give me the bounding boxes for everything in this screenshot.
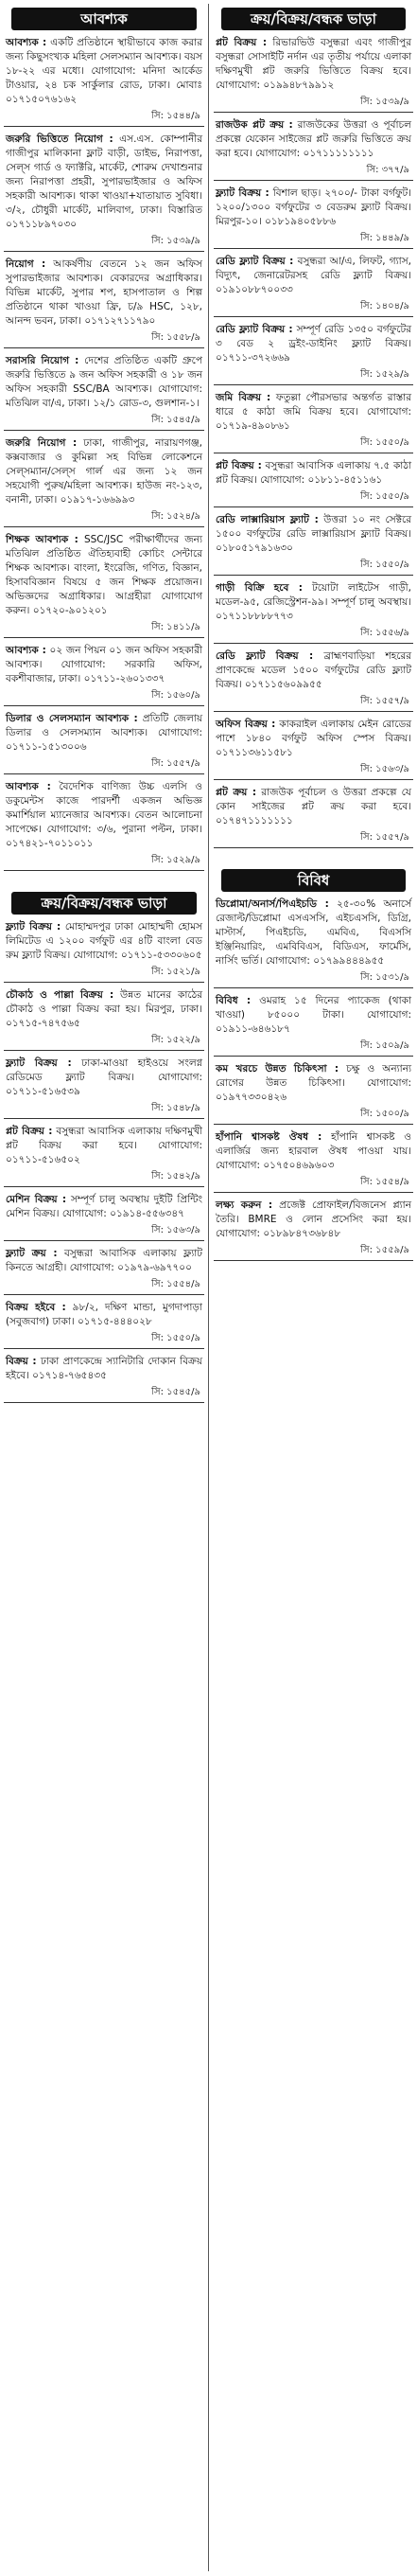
ad-reference-code: সি: ১৫২২/৯ <box>151 1035 200 1045</box>
classified-ad <box>214 897 413 988</box>
classified-ad <box>4 780 204 871</box>
classified-ad <box>4 436 204 527</box>
ad-heading: আবশ্যক : <box>6 781 51 792</box>
ad-reference-code: সি: ১৫৫৪/৯ <box>151 1279 200 1289</box>
ad-reference-code: সি: ১৫৪৫/৯ <box>151 1387 200 1397</box>
ad-body: ফতুল্লা পৌরসভার অন্তর্গত রাস্তার ধারে ৫ কাঠা জমি বিক্রয় হবে। যোগাযোগ: ০১৭১৯-৪৯০৮৬১ <box>216 392 411 432</box>
ad-separator <box>214 384 413 385</box>
ad-separator <box>214 643 413 644</box>
ad-body: একটি প্রতিষ্ঠানে স্থায়ীভাবে কাজ করার জন্য কিছুসংখ্যক মহিলা সেলসম্যান আবশ্যক। বয়স ১৮-২২ এর মধ্যে। যোগাযোগ: মনিদা আর্কেড টাওয়ার, ২৪ চক সার্কুলার রোড, ঢাকা। মোবাঃ ০১৭১৫০৭৬১৬২ <box>6 37 202 105</box>
ad-text <box>214 1062 413 1105</box>
ad-text <box>4 780 204 851</box>
ad-separator <box>214 987 413 988</box>
ad-separator <box>4 526 204 527</box>
ad-body: রাজউকের উত্তরা ও পূর্বাচল প্রকল্পে যেকোন সাইজের প্লট জরুরি ভিত্তিতে ক্রয় করা হবে। যোগাযোগ: ০১৭১১১১১১১১ <box>216 119 411 159</box>
ads-list-buy-sell-left <box>4 920 204 1403</box>
ad-separator <box>4 430 204 431</box>
ad-text <box>214 118 413 161</box>
ad-reference-code: সি: ১৫২৪/৯ <box>151 511 200 522</box>
ad-heading: ফ্ল্যাট বিক্রয় : <box>6 921 61 933</box>
classified-ad <box>4 644 204 706</box>
ad-heading: ফ্ল্যাট বিক্রয় : <box>6 1057 72 1069</box>
ad-heading: বিক্রয় : <box>6 1356 37 1367</box>
ad-text <box>4 988 204 1031</box>
ad-body: হাঁপানি শ্বাসকষ্ট ও এলার্জির জন্য হারবাল ঔষধ পাওয়া যায়। যোগাযোগ: ০১৭৫০৪৬৯৬০৩ <box>216 1131 411 1171</box>
ad-text <box>214 994 413 1037</box>
ad-separator <box>4 126 204 127</box>
classified-ad <box>4 1247 204 1295</box>
classified-ad <box>4 36 204 127</box>
ad-heading: প্লট বিক্রয় : <box>216 37 268 48</box>
ad-heading: মেশিন বিক্রয় : <box>6 1194 67 1205</box>
classified-ad <box>214 1130 413 1193</box>
ad-reference-code: সি: ১৫০০/৯ <box>360 1109 409 1119</box>
ad-text <box>4 920 204 963</box>
ad-body: মোহাম্মদপুর ঢাকা মোহাম্মদী হোমস লিমিটেড এ ১২০০ বর্গফুট এর ৪টি বাংলা বেড রুম ফ্ল্যাট বিক্রয়। যোগাযোগ: ০১৭১১-৫৩৩০৬০৫ <box>6 921 202 961</box>
ad-body: বৈদেশিক বাণিজ্য উচ্চ এলসি ও ডকুমেন্টস কাজে পারদর্শী একজন অভিজ্ঞ কমার্শিয়াল ম্যানেজার আবশ্যক। বেতন আলোচনা সাপেক্ষে। যোগাযোগ: ৩/৬, পুরানা পল্টন, ঢাকা। ০১৭৪২১-৭০১১০১১ <box>6 781 202 849</box>
ad-separator <box>214 248 413 249</box>
section-header-wanted: আবশ্যক <box>11 8 197 30</box>
ad-reference-code: সি: ১৪৪৯/৯ <box>360 233 409 243</box>
ad-separator <box>4 705 204 706</box>
classified-ad <box>4 133 204 252</box>
classified-ad <box>214 118 413 181</box>
ad-reference-code: সি: ১৫৫০/৯ <box>360 560 409 570</box>
ad-text <box>4 1247 204 1275</box>
ad-reference-code: সি: ১৫০৯/৯ <box>360 1040 409 1051</box>
ad-body: বসুন্ধরা আবাসিক এলাকায় ৭.৫ কাঠা প্লট বিক্রয়। যোগাযোগ: ০১৮১১-৪৫১১৬১ <box>216 460 411 486</box>
ad-separator <box>214 1124 413 1125</box>
ad-separator <box>4 1050 204 1051</box>
ad-text <box>214 649 413 692</box>
ad-text <box>4 354 204 411</box>
ad-heading: আবশ্যক : <box>6 37 47 48</box>
ad-text <box>214 786 413 828</box>
ad-body: বিশাল ছাড়। ২৭০০/- টাকা বর্গফুট। ১২০০/১৩০০ বর্গফুটের ৩ বেডরুম ফ্ল্যাট বিক্রয়। মিরপুর-১০। ০১৮১৯৪০৫৮৮৬ <box>216 187 412 227</box>
ad-reference-code: সি: ১৫৫৪/৯ <box>360 1177 409 1187</box>
ad-text <box>214 255 413 297</box>
ad-text <box>214 36 413 93</box>
ad-body: বসুন্ধরা আবাসিক এলাকায় ফ্ল্যাট কিনতে আগ্রহী। যোগাযোগ: ০১৯৭৯-৬৯৭৭০০ <box>6 1248 203 1273</box>
classified-ad <box>214 649 413 712</box>
ad-reference-code: সি: ১৫৫৮/৯ <box>151 332 200 343</box>
ad-reference-code: সি: ১৫৬৩/৯ <box>151 1225 200 1235</box>
ad-body: দেশের প্রতিষ্ঠিত একটি গ্রুপে জরুরি ভিত্তিতে ৯ জন অফিস সহকারী ও ১৮ জন অফিস সহকারী SSC/BA আবশ্যক। যোগাযোগ: মতিঝিল বা/এ, ঢাকা। ১২/১ রোড-৩, গুলশান-১। <box>6 355 202 409</box>
ad-reference-code: সি: ১৫৪২/৯ <box>151 1171 200 1181</box>
ad-text <box>214 391 413 434</box>
ad-separator <box>214 1056 413 1057</box>
classified-ad <box>214 255 413 317</box>
ad-separator <box>4 982 204 983</box>
ad-heading: রেডি ফ্ল্যাট বিক্রয় : <box>216 324 293 335</box>
ad-reference-code: সি: ১৫৫৭/৯ <box>151 758 200 769</box>
ad-text <box>4 1057 204 1099</box>
classified-ad <box>4 988 204 1051</box>
ad-body: বসুন্ধরা আ/এ, লিফট, গ্যাস, বিদ্যুৎ, জেনারেটরসহ রেডি ফ্ল্যাট বিক্রয়। ০১৯১০৮৮৭০০৩৩ <box>216 256 411 295</box>
ad-heading: রেডি লাক্সারিয়াস ফ্ল্যাট : <box>216 514 319 525</box>
column-divider <box>208 4 209 2571</box>
ad-body: রিভারভিউ বসুন্ধরা এবং গাজীপুর বসুন্ধরা সোসাইটি নর্দান এর তৃতীয় পর্যায়ে এলাকা দক্ষিণমুখী প্লট জরুরি ভিত্তিতে বিক্রয় হবে। যোগাযোগ: ০১৯৯৪৮৭৯৯১২ <box>216 37 411 91</box>
ad-heading: ডিলার ও সেলসম্যান আবশ্যক : <box>6 713 138 724</box>
classified-ad <box>4 1125 204 1187</box>
ad-separator <box>214 316 413 317</box>
ad-heading: ফ্ল্যাট ক্রয় : <box>6 1248 58 1259</box>
ad-separator <box>4 1118 204 1119</box>
ad-body: সম্পূর্ণ রেডি ১৩৫০ বর্গফুটের ৩ বেড ২ ড্রইং-ডাইনিং ফ্ল্যাট বিক্রয়। ০১৭১১-৩৭২৬৬৯ <box>216 324 411 364</box>
classified-ad <box>214 581 413 644</box>
ad-separator <box>4 1240 204 1241</box>
classified-ad <box>214 187 413 249</box>
left-column <box>4 6 204 1409</box>
classified-ad <box>4 1301 204 1349</box>
ad-reference-code: সি: ১৫৬০/৯ <box>151 690 200 701</box>
ad-text <box>4 644 204 686</box>
ad-heading: লক্ষ্য করুন : <box>216 1199 273 1211</box>
ad-separator <box>214 779 413 780</box>
section-header-buy-sell: ক্রয়/বিক্রয়/বন্ধক ভাড়া <box>11 892 197 915</box>
ad-body: ২৫-৩০% অনার্সে রেজাল্ট/ডিপ্লোমা এসএসসি, এইচএসসি, ডিগ্রি, মাস্টার্স, পিএইচডি, এমবিএ, বিএসসি ইঞ্জিনিয়ারিং, এমবিবিএস, বিডিএস, ফার্মেসি, নার্সিং ভর্তি। যোগাযোগ: ০১৭৯৯৪৪৪৯৫৫ <box>216 898 412 967</box>
classified-ad <box>214 786 413 848</box>
ad-heading: ডিপ্লোমা/অনার্স/পিএইচডি : <box>216 898 329 910</box>
ad-body: প্রতিটি জেলায় ডিলার ও সেলসম্যান আবশ্যক। যোগাযোগ: ০১৭১১-১৫১৩০০৬ <box>6 713 203 753</box>
ad-separator <box>214 847 413 848</box>
ad-text <box>214 1199 413 1241</box>
ad-heading: রাজউক প্লট ক্রয় : <box>216 119 293 131</box>
classified-ad <box>214 459 413 507</box>
ad-reference-code: সি: ১৫৬৩/৯ <box>360 764 409 774</box>
ad-text <box>214 581 413 624</box>
ad-text <box>4 436 204 507</box>
ad-reference-code: সি: ১৫৫০/৯ <box>151 1333 200 1343</box>
ad-heading: রেডি ফ্ল্যাট বিক্রয় : <box>216 256 294 267</box>
ad-heading: বিক্রয় হইবে : <box>6 1302 66 1313</box>
ad-body: টয়োটা লাইটেস গাড়ী, মডেল-৯৫, রেজিস্ট্রেশন-৯৯। সম্পূর্ণ চালু অবস্থায়। ০১৭১১৮৮৮৮৭৭৩ <box>216 582 411 622</box>
ad-reference-code: সি: ১৫৩৯/৯ <box>151 236 200 246</box>
ad-heading: রেডি ফ্ল্যাট বিক্রয় : <box>216 650 314 662</box>
ad-separator <box>4 1294 204 1295</box>
ad-text <box>4 258 204 329</box>
ad-body: ওমরাহ ১৫ দিনের প্যাকেজ (থাকা খাওয়া) ৮৫০০০ টাকা। যোগাযোগ: ০১৯১১-৬৪৬১৮৭ <box>216 995 412 1035</box>
ad-body: SSC/JSC পরীক্ষার্থীদের জন্য মতিঝিল প্রতিষ্ঠিত ঐতিহ্যবাহী কোচিং সেন্টারে শিক্ষক আবশ্যক। বাংলা, ইংরেজি, গণিত, বিজ্ঞান, হিসাববিজ্ঞান বিষয়ে ৫ জন শিক্ষক প্রয়োজন। অভিজ্ঞদের অগ্রাধিকার। আগ্রহীরা যোগাযোগ করুন। ০১৭২০-৯০১২০১ <box>6 534 202 616</box>
ads-list-miscellaneous <box>214 897 413 1261</box>
ad-heading: গাড়ী বিক্রি হবে : <box>216 582 303 594</box>
ad-reference-code: সি: ১৫৪৮/৯ <box>151 1103 200 1113</box>
ad-text <box>214 1130 413 1173</box>
ad-body: কাকরাইল এলাকায় মেইন রোডের পাশে ১৮৪০ বর্গফুট অফিস স্পেস বিক্রয়। ০১৭১১৩৬১১৫৮১ <box>216 719 411 758</box>
ad-text <box>4 133 204 232</box>
classified-ad <box>214 391 413 453</box>
ad-separator <box>4 773 204 774</box>
ad-body: উত্তরা ১০ নং সেক্টরে ১৫০০ বর্গফুটের রেডি লাক্সারিয়াস ফ্ল্যাট বিক্রয়। ০১৮০৫১৭৯১৬৩০ <box>216 514 411 554</box>
ad-text <box>214 187 413 229</box>
classified-ad <box>214 323 413 385</box>
ad-body: চক্ষু ও অন্যান্য রোগের উন্নত চিকিৎসা। যোগাযোগ: ০১৯৭৭৩৩০৪২৬ <box>216 1063 412 1103</box>
classified-ad <box>214 718 413 780</box>
classified-ad <box>4 1193 204 1241</box>
ad-separator <box>4 1186 204 1187</box>
ad-body: ০২ জন পিয়ন ০১ জন অফিস সহকারী আবশ্যক। যোগাযোগ: সরকারি অফিস, বকশীবাজার, ঢাকা। ০১৭১১-২৬০১৩৩৭ <box>6 645 202 684</box>
ad-body: এস.এস. কোম্পানীর গাজীপুর মালিকানা ফ্লাট বাড়ী, ডাইভ, নিরাপত্তা, সেল্স গার্ড ও ফ্যাক্টরি, মার্কেট, শোরুম দেখাশুনার জন্য নিরাপত্তা প্রহরী, সুপারভাইজার ও অফিস সহকারী আবশ্যক। থাকা খাওয়া+যাতায়াত সুবিধা। ৩/২, চৌধুরী মার্কেট, মালিবাগ, ঢাকা। বিস্তারিত ০১৭১১৮৯৭০৩০ <box>6 133 202 230</box>
ad-heading: অফিস বিক্রয় : <box>216 719 276 730</box>
classified-ad <box>4 712 204 774</box>
ad-body: ৯৮/২, দক্ষিণ মান্ডা, মুগদাপাড়া (সবুজবাগ) ঢাকা। ০১৭১৫-৪৪৪০২৮ <box>6 1302 202 1327</box>
ad-separator <box>4 1402 204 1403</box>
classified-ad <box>214 1199 413 1261</box>
ad-reference-code: সি: ১৫৫৭/৯ <box>360 832 409 843</box>
classified-ad <box>4 920 204 983</box>
ad-reference-code: সি: ১৫৫০/৯ <box>360 491 409 502</box>
ad-heading: চৌকাঠ ও পাল্লা বিক্রয় : <box>6 989 114 1001</box>
ad-heading: বিবিধ : <box>216 995 252 1006</box>
ad-reference-code: সি: ৩৭৭/৯ <box>366 165 409 175</box>
ad-heading: নিয়োগ : <box>6 258 46 270</box>
ad-heading: প্লট বিক্রয় : <box>6 1126 53 1137</box>
ads-list-wanted <box>4 36 204 871</box>
ad-heading: সরাসরি নিয়োগ : <box>6 355 79 366</box>
ad-heading: প্লট ক্রয় : <box>216 787 257 798</box>
ad-separator <box>214 180 413 181</box>
ad-text <box>4 1301 204 1329</box>
ad-body: উন্নত মানের কাঠের চৌকাঠ ও পাল্লা বিক্রয় করা হয়। মিরপুর, ঢাকা। ০১৭১৫-৭৪৭৫৬৫ <box>6 989 202 1029</box>
classified-ad <box>4 1057 204 1119</box>
classified-ad <box>4 258 204 348</box>
classified-ad <box>214 36 413 113</box>
ad-text <box>214 513 413 556</box>
ad-body: বসুন্ধরা আবাসিক এলাকায় দক্ষিণমুখী প্লট বিক্রয় করা হবে। যোগাযোগ: ০১৭১১-৫১৬৫০২ <box>6 1126 203 1165</box>
classified-ad <box>4 354 204 431</box>
ad-text <box>214 323 413 365</box>
ad-heading: কম খরচে উন্নত চিকিৎসা : <box>216 1063 339 1075</box>
ad-separator <box>4 1348 204 1349</box>
classified-ad <box>214 994 413 1057</box>
section-header-buy-sell-right: ক্রয়/বিক্রয়/বন্ধক ভাড়া <box>221 8 406 30</box>
ad-reference-code: সি: ১৪০৪/৯ <box>360 301 409 311</box>
ad-text <box>4 533 204 618</box>
ad-separator <box>214 1192 413 1193</box>
ad-body: ব্রাহ্মণবাড়িয়া শহরের প্রাণকেন্দ্রে মডেল ১৫০০ বর্গফুটের রেডি ফ্ল্যাট বিক্রয়। ০১৭১১৫৬০৯৯৫৫ <box>216 650 411 690</box>
ad-reference-code: সি: ১৪১১/৯ <box>151 622 200 632</box>
ad-heading: জরুরি নিয়োগ : <box>6 437 78 449</box>
ad-reference-code: সি: ১৫৫৬/৯ <box>360 628 409 638</box>
ad-reference-code: সি: ১৫৪৪/৯ <box>151 111 200 121</box>
classified-ad <box>4 533 204 638</box>
ad-body: প্রজেক্ট প্রোফাইল/বিজনেস প্ল্যান তৈরি। BMRE ও লোন প্রসেসিং করা হয়। যোগাযোগ: ০১৮৯৮৪৭৩৬৮৪৮ <box>216 1199 411 1239</box>
ad-body: সম্পূর্ণ চালু অবস্থায় দুইটি প্রিন্টিং মেশিন বিক্রয়। যোগাযোগ: ০১৯১৪-৫৫৬৩৪৭ <box>6 1194 202 1219</box>
ad-heading: ফ্ল্যাট বিক্রয় : <box>216 187 269 199</box>
ad-reference-code: সি: ১৫৩১/৯ <box>360 972 409 983</box>
ad-text <box>4 1355 204 1383</box>
classified-ad <box>214 513 413 576</box>
ad-heading: প্লট বিক্রয় : <box>216 460 262 471</box>
ad-reference-code: সি: ১৫২১/৯ <box>151 967 200 977</box>
ad-reference-code: সি: ১৫২৯/৯ <box>151 855 200 865</box>
ad-text <box>4 36 204 107</box>
ad-reference-code: সি: ১৫৫৭/৯ <box>360 696 409 706</box>
ad-heading: শিক্ষক আবশ্যক : <box>6 534 78 545</box>
right-column <box>214 6 413 1267</box>
ad-reference-code: সি: ১৫২৯/৯ <box>360 369 409 380</box>
classified-ad <box>4 1355 204 1403</box>
ads-list-buy-sell-right <box>214 36 413 848</box>
ad-text <box>214 459 413 488</box>
ad-text <box>4 1125 204 1167</box>
ad-heading: হাঁপানি শ্বাসকষ্ট ঔষধ : <box>216 1131 322 1143</box>
ad-text <box>214 897 413 968</box>
ad-text <box>4 1193 204 1221</box>
ad-text <box>4 712 204 755</box>
ad-separator <box>214 112 413 113</box>
section-header-miscellaneous: বিবিধ <box>221 869 406 892</box>
ad-body: ঢাকা প্রাণকেন্দ্রে স্যানিটারি দোকান বিক্রয় হইবে। ০১৭১৪-৭৬৫৪৩৫ <box>6 1356 202 1381</box>
ad-reference-code: সি: ১৫৫৯/৯ <box>360 1245 409 1255</box>
ad-heading: জরুরি ভিত্তিতে নিয়োগ : <box>6 133 113 145</box>
ad-body: ঢাকা-মাওয়া হাইওয়ে সংলগ্ন রেডিমেড ফ্ল্যাট বিক্রয়। যোগাযোগ: ০১৭১১-৫১৬৫৩৯ <box>6 1057 202 1097</box>
ad-text <box>214 718 413 760</box>
ad-body: রাজউক পূর্বাচল ও উত্তরা প্রকল্পে যে কোন সাইজের প্লট ক্রয় করা হবে। ০১৭৪৭১১১১১১১ <box>216 787 411 826</box>
ad-body: আকর্ষণীয় বেতনে ১২ জন অফিস সুপারভাইজার আবশ্যক। বেকারদের অগ্রাধিকার। বিভিন্ন মার্কেট, সুপার শপ, হাসপাতাল ও শিল্প প্রতিষ্ঠানে থাকা খাওয়া ফ্রি, চ/৯ HSC, ১২৮, আনন্দ ভবন, ঢাকা। ০১৭১২৭১১৭৯০ <box>6 258 202 327</box>
ad-separator <box>4 347 204 348</box>
ad-separator <box>214 1260 413 1261</box>
ad-heading: জমি বিক্রয় : <box>216 392 271 403</box>
ad-separator <box>4 637 204 638</box>
ad-separator <box>214 575 413 576</box>
ad-reference-code: সি: ১৫৪৫/৯ <box>151 415 200 425</box>
ad-separator <box>214 506 413 507</box>
ad-reference-code: সি: ১৫৫০/৯ <box>360 437 409 448</box>
ad-separator <box>4 870 204 871</box>
ad-separator <box>214 711 413 712</box>
ad-body: ঢাকা, গাজীপুর, নারায়ণগঞ্জ, কক্সবাজার ও কুমিল্লা সহ বিভিন্ন লোকেশনে সেল্সম্যান/সেল্স গার্ল এর জন্য ১২ জন সহযোগী পুরুষ/মহিলা আবশ্যক। হাউজ নং-১২৩, বনানী, ঢাকা। ০১৯১৭-১৬৬৯৯৩ <box>6 437 203 506</box>
ad-reference-code: সি: ১৫৩৯/৯ <box>360 97 409 107</box>
ad-heading: আবশ্যক : <box>6 645 46 656</box>
ad-separator <box>4 251 204 252</box>
classified-ad <box>214 1062 413 1125</box>
